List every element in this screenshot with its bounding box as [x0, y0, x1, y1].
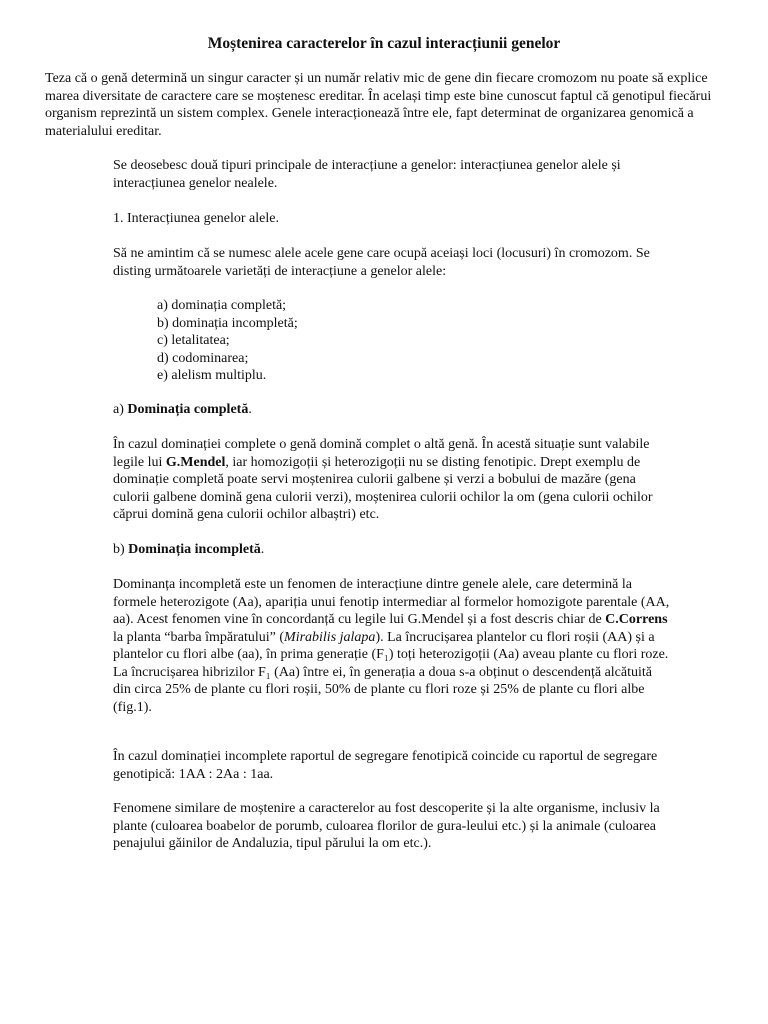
incomplete-dominance-paragraph	[113, 576, 673, 716]
list-item: e) alelism multiplu.	[157, 368, 267, 383]
list-item: a) dominația completă;	[157, 298, 287, 313]
correns-name: C.Correns	[605, 612, 668, 627]
heading-prefix: b)	[113, 542, 129, 557]
heading-suffix: .	[248, 402, 252, 417]
text-segment: la planta “barba împăratului” (	[113, 629, 285, 645]
list-item: b) dominația incompletă;	[157, 315, 298, 331]
similar-phenomena-paragraph: Fenomene similare de moștenire a caracterelor au fost descoperite și la alte organisme, inclusiv la plante (culoarea boabelor de porumb, culoarea florilor de gura-leului etc.) și la animale (culoarea penajului găinilor de Andaluzia, tipul părului la om etc.).	[113, 801, 660, 851]
interaction-types-paragraph: Se deosebesc două tipuri principale de interacțiune a genelor: interacțiunea genelor alele și interacțiunea genelor nealele.	[113, 158, 621, 191]
list-item: c) letalitatea;	[157, 333, 230, 348]
text-segment: ). La încrucișarea plantelor cu flori roșii (AA) și a plantelor cu flori albe (aa), în prima generație (F₁) toți heterozigoții (Aa) aveau plante cu flori roze. La încrucișarea hibrizilor F₁ (Aa) între ei, în generația a doua s-a obținut o descendență alcătuită din circa 25% de plante cu flori roșii, 50% de plante cu flori roze și 25% de plante cu flori albe (fig.1).	[113, 629, 669, 715]
document-title: Moștenirea caracterelor în cazul interacțiunii genelor	[207, 35, 561, 52]
heading-text: Dominația completă	[127, 402, 249, 417]
alele-definition-paragraph: Să ne amintim că se numesc alele acele gene care ocupă aceiași loci (locusuri) în cromozom. Se disting următoarele varietăți de interacțiune a genelor alele:	[113, 246, 650, 279]
intro-paragraph: Teza că o genă determină un singur caracter și un număr relativ mic de gene din fiecare cromozom nu poate să explice marea diversitate de caractere care se moștenesc ereditar. În același timp este bine cunoscut faptul că genotipul fiecărui organism reprezintă un sistem complex. Genele interacționează între ele, fapt determinat de organizarea genomică a materialului ereditar.	[45, 71, 712, 139]
heading-text: Dominația incompletă	[128, 542, 261, 557]
text-segment: În cazul dominației complete o genă domină complet o altă genă. În acestă situație sunt valabile legile lui	[113, 437, 650, 470]
section-heading-alele: 1. Interacțiunea genelor alele.	[113, 211, 279, 226]
heading-prefix: a)	[113, 402, 128, 417]
complete-dominance-heading	[113, 401, 673, 419]
incomplete-dominance-heading	[113, 541, 673, 559]
complete-dominance-paragraph	[113, 436, 673, 524]
text-segment: Dominanța incompletă este un fenomen de interacțiune dintre genele alele, care determină la formele heterozigote (Aa), apariția unui fenotip intermediar al formelor homozigote parentale (AA, aa). Acest fenomen vine în concordanță cu legile lui G.Mendel și a fost descris chiar de	[113, 577, 670, 627]
species-name: Mirabilis jalapa	[284, 629, 376, 645]
text-segment: , iar homozigoții și heterozigoții nu se disting fenotipic. Drept exemplu de dominație completă poate servi moștenirea culorii galbene și verzi a bobului de mazăre (gena culorii galbene domină gena culorii verzi), moștenirea culorii ochilor la om (gena culorii ochilor căprui domină gena culorii ochilor albaștri) etc.	[113, 454, 653, 522]
mendel-name: G.Mendel	[165, 454, 226, 470]
heading-suffix: .	[260, 542, 265, 557]
segregation-ratio-paragraph: În cazul dominației incomplete raportul de segregare fenotipică coincide cu raportul de segregare genotipică: 1AA : 2Aa : 1aa.	[113, 749, 658, 782]
list-item: d) codominarea;	[157, 350, 249, 366]
alele-varieties-list	[157, 297, 577, 385]
